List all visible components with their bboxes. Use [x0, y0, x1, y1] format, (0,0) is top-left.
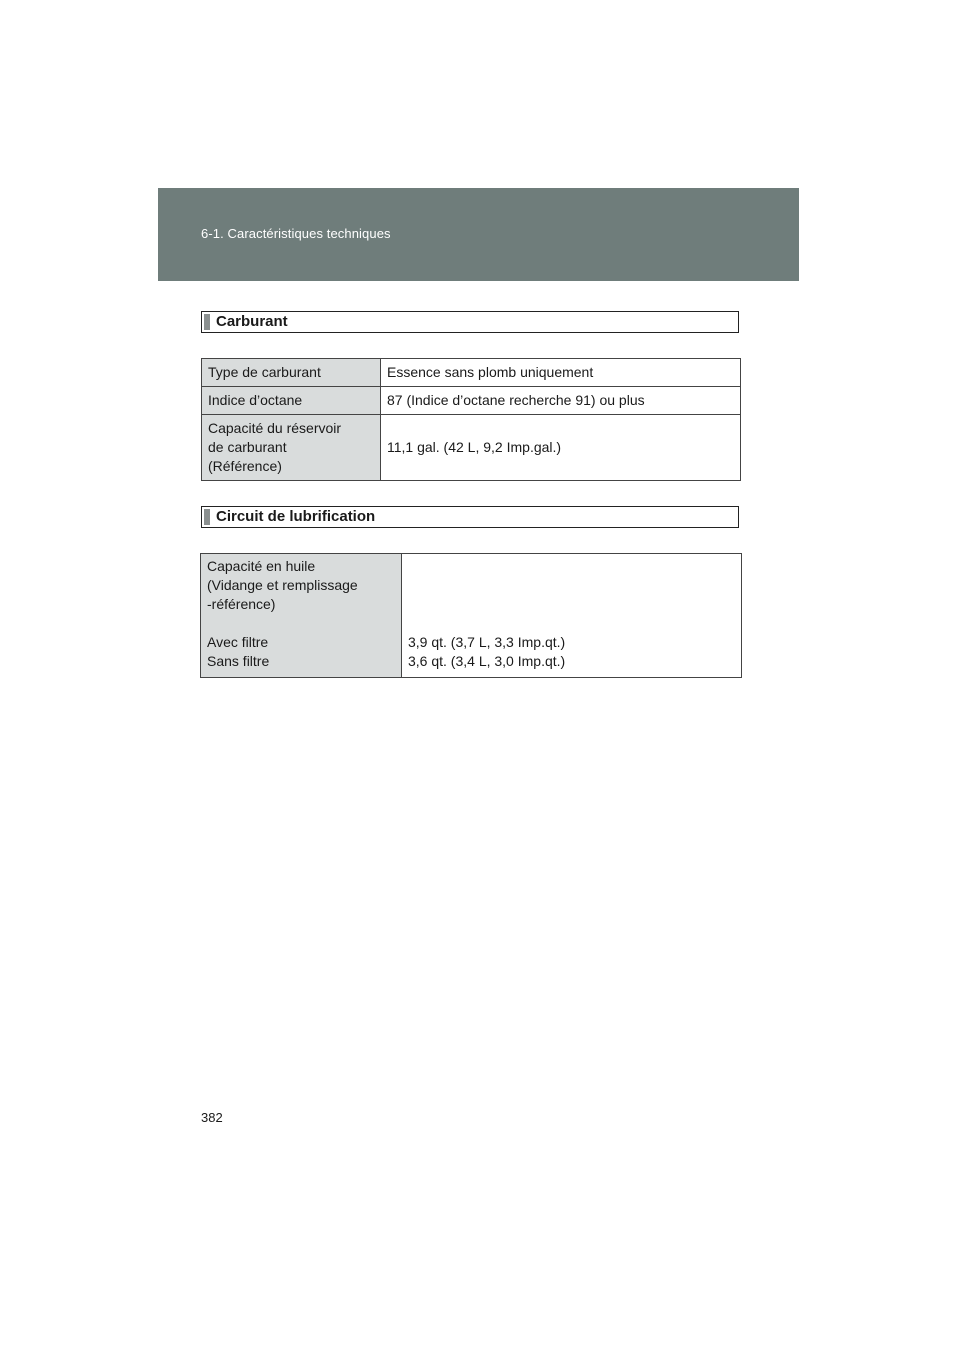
tank-capacity-label-line: de carburant [208, 439, 287, 455]
oil-capacity-values [402, 554, 742, 678]
table-row [202, 359, 741, 387]
chapter-section-title: 6-1. Caractéristiques techniques [201, 226, 391, 241]
fuel-type-label: Type de carburant [202, 359, 381, 387]
heading-marker [204, 509, 210, 525]
fuel-type-value: Essence sans plomb uniquement [381, 359, 741, 387]
fuel-spec-table [201, 358, 741, 481]
oil-capacity-label-line: -référence) [207, 596, 276, 612]
tank-capacity-value: 11,1 gal. (42 L, 9,2 Imp.gal.) [381, 415, 741, 481]
heading-marker [204, 314, 210, 330]
with-filter-value: 3,9 qt. (3,7 L, 3,3 Imp.qt.) [408, 634, 566, 650]
table-row [202, 415, 741, 481]
octane-label: Indice d’octane [202, 387, 381, 415]
spacer [207, 614, 395, 633]
table-row [201, 554, 742, 678]
table-row [202, 387, 741, 415]
page-number: 382 [201, 1110, 223, 1125]
oil-capacity-label-line: (Vidange et remplissage [207, 577, 358, 593]
tank-capacity-label-line: Capacité du réservoir [208, 420, 342, 436]
fuel-section-heading [201, 311, 739, 333]
lubrication-section-heading [201, 506, 739, 528]
without-filter-value: 3,6 qt. (3,4 L, 3,0 Imp.qt.) [408, 653, 566, 669]
lubrication-spec-table [200, 553, 742, 678]
lubrication-heading-label: Circuit de lubrification [216, 508, 376, 525]
without-filter-label: Sans filtre [207, 653, 270, 669]
fuel-heading-label: Carburant [216, 313, 288, 330]
oil-capacity-label-line: Capacité en huile [207, 558, 316, 574]
tank-capacity-label-line: (Référence) [208, 458, 282, 474]
octane-value: 87 (Indice d’octane recherche 91) ou plus [381, 387, 741, 415]
tank-capacity-label [202, 415, 381, 481]
with-filter-label: Avec filtre [207, 634, 269, 650]
oil-capacity-label [201, 554, 402, 678]
chapter-header-band [158, 188, 799, 281]
